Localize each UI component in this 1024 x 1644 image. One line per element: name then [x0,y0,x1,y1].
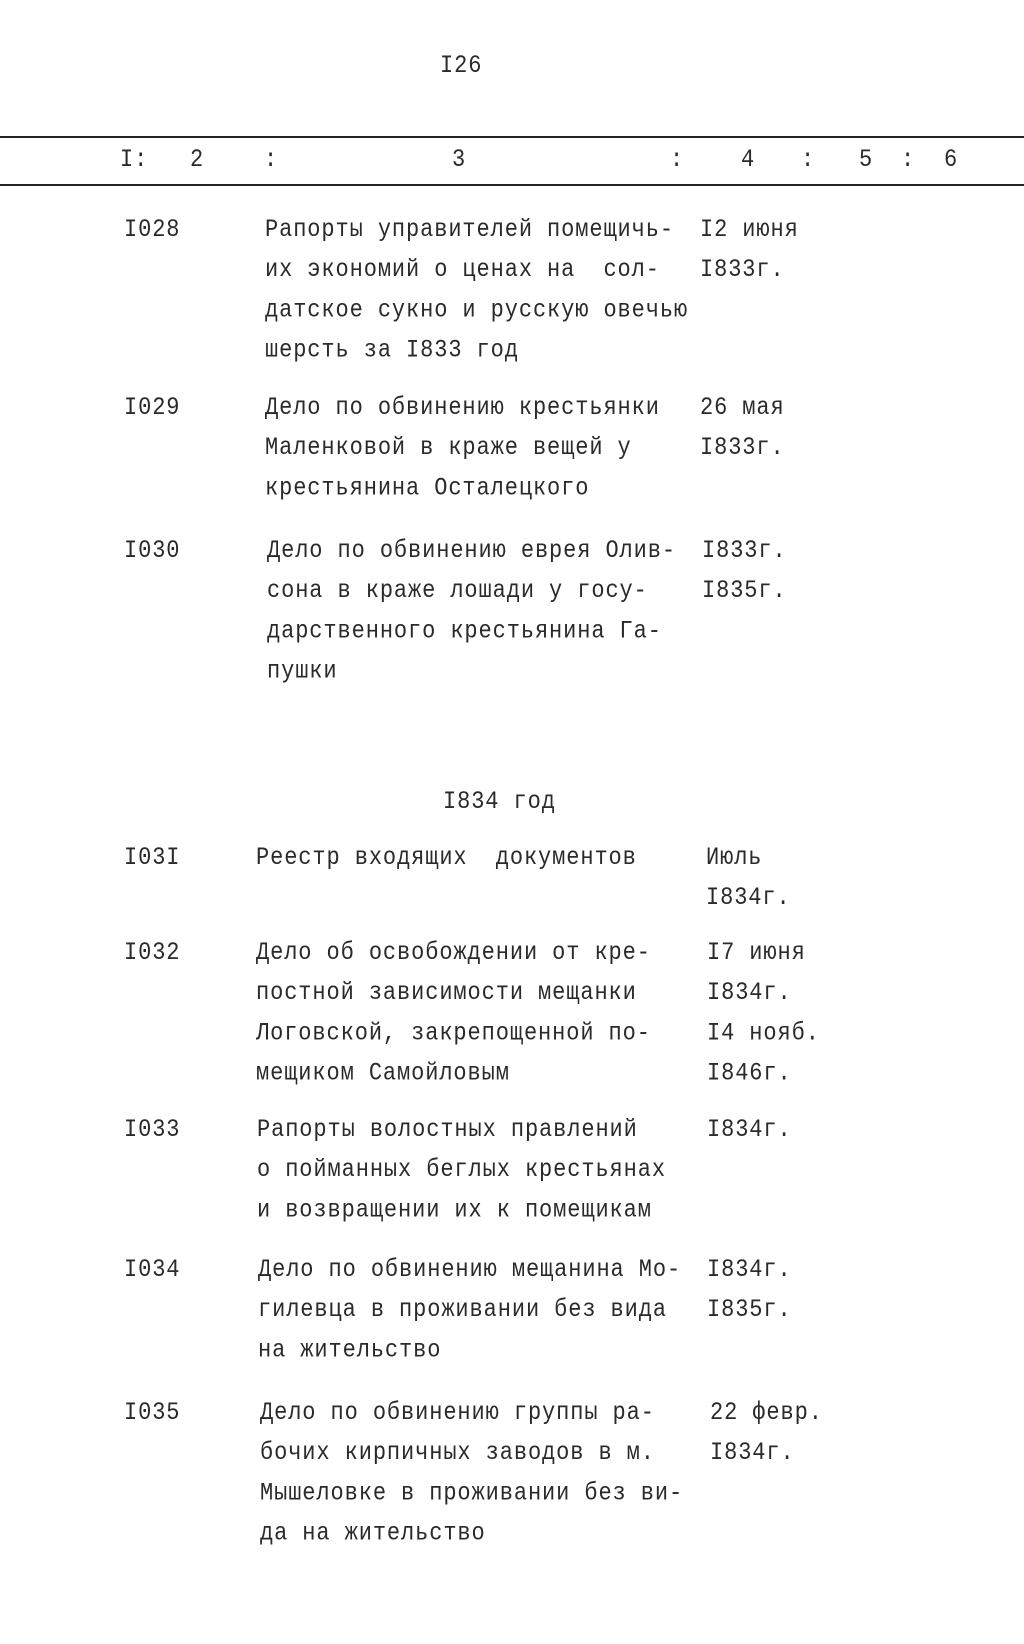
description-line: дарственного крестьянина Га- [267,617,662,646]
page-number: I26 [440,51,483,80]
column-separator: : [901,145,916,174]
description-line: шерсть за I833 год [265,336,519,365]
description-line: мещиком Самойловым [256,1059,510,1088]
description-line: Дело по обвинению крестьянки [265,393,660,422]
header-top-rule [0,136,1024,138]
entry-number: I034 [124,1255,181,1284]
column-header-2: 2 [190,145,205,174]
date-line: I834г. [707,1255,792,1284]
entry-dates [702,531,787,612]
description-line: Дело по обвинению группы ра- [260,1398,655,1427]
column-header-1: I: [120,145,149,174]
column-separator: : [670,145,685,174]
entry-description [267,531,676,692]
description-line: Дело об освобождении от кре- [256,938,651,967]
entry-description [257,1110,666,1231]
entry-number: I029 [124,393,181,422]
date-line: I2 июня [700,215,799,244]
entry-dates [707,1110,792,1150]
date-line: I833г. [702,536,787,565]
entry-number: I028 [124,215,181,244]
date-line: I834г. [706,883,791,912]
date-line: I834г. [710,1438,795,1467]
entry-number: I033 [124,1115,181,1144]
entry-dates [706,838,791,919]
description-line: Дело по обвинению мещанина Мо- [258,1255,682,1284]
description-line: Рапорты волостных правлений [257,1115,638,1144]
entry-number: I035 [124,1398,181,1427]
entry-dates [700,210,799,291]
date-line: I846г. [707,1059,792,1088]
date-line: Июль [706,843,763,872]
entry-description [265,210,688,371]
column-header-4: 4 [741,145,756,174]
date-line: I833г. [700,255,785,284]
description-line: Логовской, закрепощенной по- [256,1019,651,1048]
entry-description [256,838,637,878]
entry-number: I030 [124,536,181,565]
description-line: о пойманных беглых крестьянах [257,1155,666,1184]
entry-description [265,388,660,509]
date-line: I834г. [707,978,792,1007]
entry-description [256,933,651,1094]
column-separator: : [801,145,816,174]
description-line: на жительство [258,1336,442,1365]
description-line: Реестр входящих документов [256,843,637,872]
entry-number: I032 [124,938,181,967]
date-line: I7 июня [707,938,806,967]
description-line: постной зависимости мещанки [256,978,637,1007]
description-line: их экономий о ценах на сол- [265,255,660,284]
description-line: Рапорты управителей помещичь- [265,215,674,244]
date-line: I4 нояб. [707,1019,820,1048]
description-line: сона в краже лошади у госу- [267,576,648,605]
description-line: Мышеловке в проживании без ви- [260,1479,684,1508]
entry-dates [710,1393,823,1474]
description-line: и возвращении их к помещикам [257,1196,652,1225]
date-line: I835г. [707,1295,792,1324]
entry-dates [707,1250,792,1331]
entry-number: I03I [124,843,181,872]
header-bottom-rule [0,184,1024,186]
description-line: гилевца в проживании без вида [258,1295,667,1324]
column-header-5: 5 [859,145,874,174]
entry-dates [707,933,820,1094]
date-line: I835г. [702,576,787,605]
section-heading-1834: I834 год [443,787,556,816]
column-header-6: 6 [944,145,959,174]
description-line: да на жительство [260,1519,486,1548]
entry-description [260,1393,683,1554]
description-line: Дело по обвинению еврея Олив- [267,536,676,565]
description-line: Маленковой в краже вещей у [265,433,632,462]
column-separator: : [264,145,279,174]
description-line: пушки [267,657,338,686]
description-line: бочих кирпичных заводов в м. [260,1438,655,1467]
description-line: крестьянина Осталецкого [265,474,590,503]
entry-description [258,1250,681,1371]
date-line: 26 мая [700,393,785,422]
column-header-3: 3 [452,145,467,174]
date-line: 22 февр. [710,1398,823,1427]
date-line: I833г. [700,433,785,462]
entry-dates [700,388,785,469]
date-line: I834г. [707,1115,792,1144]
description-line: датское сукно и русскую овечью [265,296,689,325]
